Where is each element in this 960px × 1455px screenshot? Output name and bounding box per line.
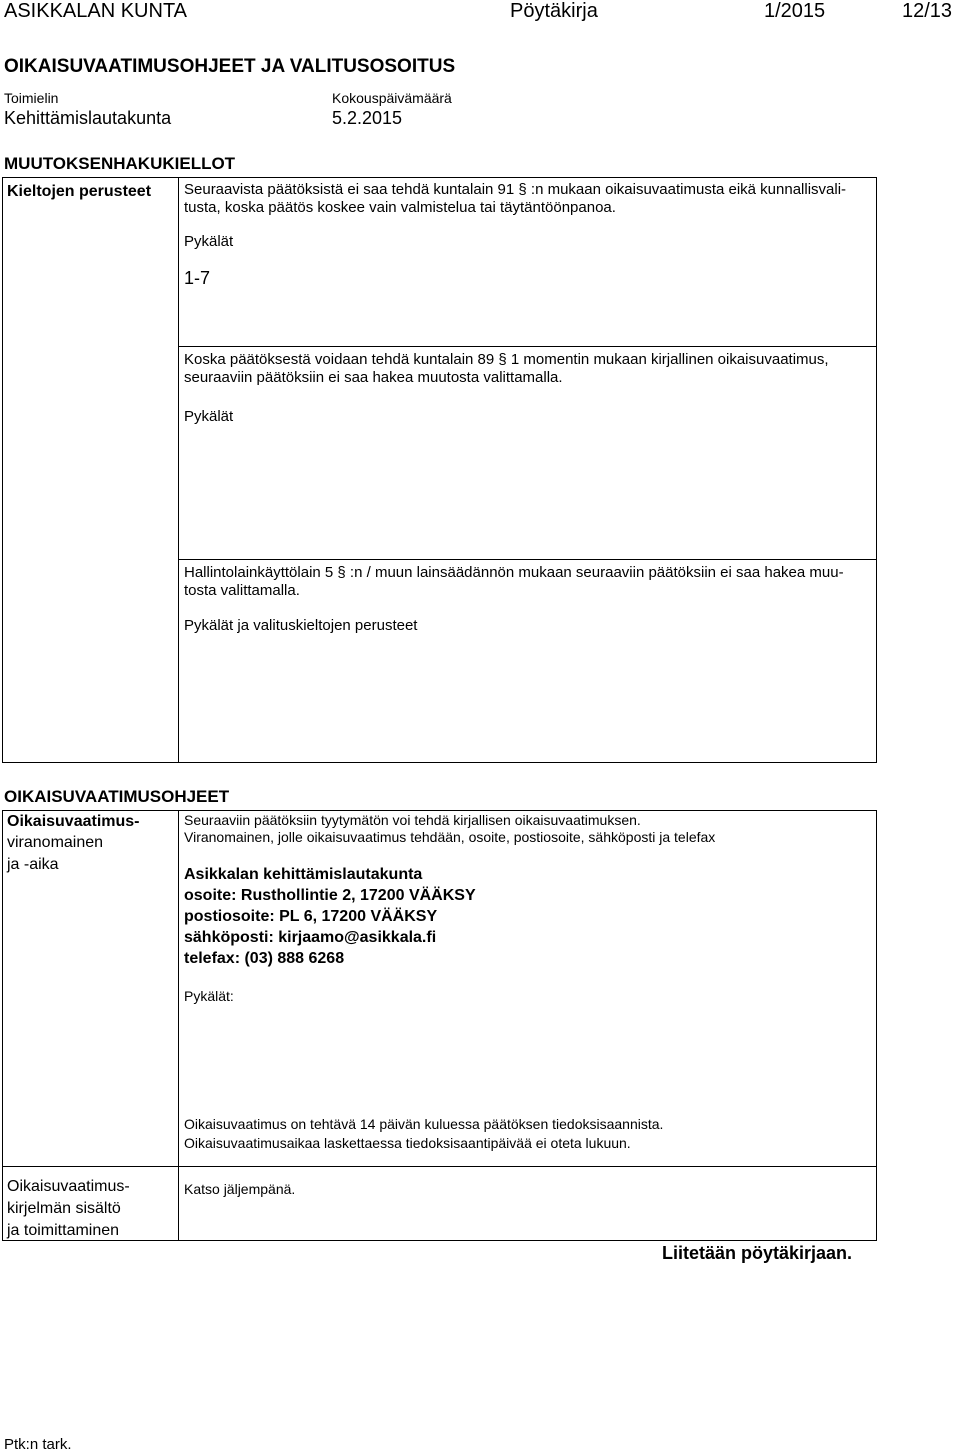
restriction-3-text: tosta valittamalla. — [184, 582, 300, 599]
instructions-intro: Seuraaviin päätöksiin tyytymätön voi tehdä kirjallisen oikaisuvaatimuksen. — [184, 812, 641, 828]
restriction-1-text: Seuraavista päätöksistä ei saa tehdä kuntalain 91 § :n mukaan oikaisuvaatimusta eikä kunnallisvali- — [184, 181, 847, 198]
deadline-text: Oikaisuvaatimusaikaa laskettaessa tiedoksisaantipäivää ei oteta lukuun. — [184, 1135, 631, 1151]
content-text: Katso jäljempänä. — [184, 1181, 296, 1197]
restriction-2-text: seuraaviin päätöksiin ei saa hakea muutosta valittamalla. — [184, 369, 563, 386]
date-label: Kokouspäivämäärä — [332, 90, 452, 106]
row-divider — [178, 559, 877, 560]
sections-label: Pykälät — [184, 408, 234, 425]
deadline-text: Oikaisuvaatimus on tehtävä 14 päivän kuluessa päätöksen tiedoksisaannista. — [184, 1116, 664, 1132]
instructions-divider — [178, 810, 179, 1167]
authority-name: Asikkalan kehittämislautakunta — [184, 866, 423, 883]
sections-label: Pykälät — [184, 233, 234, 250]
content-label: kirjelmän sisältö — [7, 1200, 121, 1217]
body-label: Toimielin — [4, 90, 59, 106]
instructions-heading: OIKAISUVAATIMUSOHJEET — [4, 787, 230, 806]
doc-type: Pöytäkirja — [510, 0, 598, 22]
restrictions-row-label: Kieltojen perusteet — [7, 183, 152, 200]
sections-label: Pykälät: — [184, 988, 234, 1004]
doc-number: 1/2015 — [764, 0, 826, 22]
authority-address: osoite: Rusthollintie 2, 17200 VÄÄKSY — [184, 887, 476, 904]
restriction-1-text: tusta, koska päätös koskee vain valmistelua tai täytäntöönpanoa. — [184, 199, 616, 216]
attached-note: Liitetään pöytäkirjaan. — [662, 1243, 853, 1263]
row-divider — [178, 346, 877, 347]
authority-label: ja -aika — [7, 856, 59, 873]
content-label: ja toimittaminen — [7, 1222, 120, 1239]
instructions-table — [2, 810, 877, 1167]
authority-email: sähköposti: kirjaamo@asikkala.fi — [184, 929, 437, 946]
restrictions-heading: MUUTOKSENHAKUKIELLOT — [4, 154, 236, 173]
content-divider — [178, 1166, 179, 1241]
body-value: Kehittämislautakunta — [4, 108, 172, 128]
authority-label: Oikaisuvaatimus- — [7, 813, 140, 830]
restrictions-table — [2, 177, 877, 763]
restriction-3-text: Hallintolainkäyttölain 5 § :n / muun lainsäädännön mukaan seuraaviin päätöksiin ei saa hakea muu- — [184, 564, 844, 581]
content-label: Oikaisuvaatimus- — [7, 1178, 130, 1195]
initials-label: Ptk:n tark. — [4, 1436, 72, 1453]
date-value: 5.2.2015 — [332, 108, 403, 128]
authority-label: viranomainen — [7, 834, 104, 851]
authority-postal: postiosoite: PL 6, 17200 VÄÄKSY — [184, 908, 438, 925]
restriction-2-text: Koska päätöksestä voidaan tehdä kuntalain 89 § 1 momentin mukaan kirjallinen oikaisuvaatimus, — [184, 351, 829, 368]
authority-fax: telefax: (03) 888 6268 — [184, 950, 345, 967]
restrictions-divider — [178, 177, 179, 763]
instructions-intro: Viranomainen, jolle oikaisuvaatimus tehdään, osoite, postiosoite, sähköposti ja telefax — [184, 829, 716, 845]
sections-value: 1-7 — [184, 268, 211, 288]
page-title: OIKAISUVAATIMUSOHJEET JA VALITUSOSOITUS — [4, 56, 456, 77]
org-name: ASIKKALAN KUNTA — [4, 0, 188, 22]
page-number: 12/13 — [902, 0, 953, 22]
content-table — [2, 1166, 877, 1241]
sections-label: Pykälät ja valituskieltojen perusteet — [184, 617, 418, 634]
